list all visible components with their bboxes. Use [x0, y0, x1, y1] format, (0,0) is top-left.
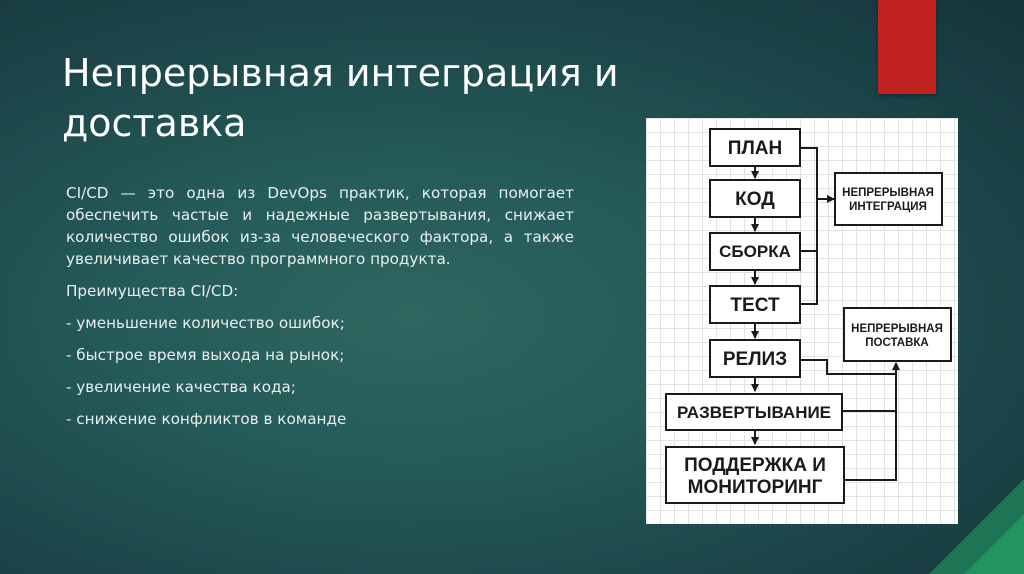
red-accent-bar	[878, 0, 936, 94]
advantage-item: - уменьшение количество ошибок;	[66, 314, 345, 332]
stage-label-support-2: МОНИТОРИНГ	[687, 477, 823, 498]
stage-label-plan: ПЛАН	[727, 138, 783, 159]
advantages-heading: Преимущества CI/CD:	[66, 282, 239, 300]
intro-paragraph: CI/CD — это одна из DevOps практик, которая помогает обеспечить частые и надежные развертывания, снижает количество ошибок из-за человеческого фактора, а также увеличивает качество программного продукта.	[66, 184, 574, 268]
stage-label-test: ТЕСТ	[730, 295, 780, 316]
advantage-item: - увеличение качества кода;	[66, 378, 296, 396]
stage-label-release: РЕЛИЗ	[722, 349, 788, 370]
advantage-item: - быстрое время выхода на рынок;	[66, 346, 345, 364]
stage-label-code: КОД	[735, 189, 775, 210]
stage-label-deploy: РАЗВЕРТЫВАНИЕ	[676, 403, 832, 422]
advantage-item: - снижение конфликтов в команде	[66, 410, 347, 428]
cd-label-2: ПОСТАВКА	[865, 337, 929, 349]
stage-label-build: СБОРКА	[719, 242, 791, 261]
ci-label-2: ИНТЕГРАЦИЯ	[849, 201, 927, 213]
corner-decoration-inner	[964, 514, 1024, 574]
cicd-diagram	[646, 118, 958, 524]
cd-label-1: НЕПРЕРЫВНАЯ	[851, 323, 943, 335]
ci-box	[835, 173, 942, 225]
cicd-flow-svg	[646, 118, 958, 524]
ci-label-1: НЕПРЕРЫВНАЯ	[842, 187, 934, 199]
stage-label-support-1: ПОДДЕРЖКА И	[684, 455, 826, 476]
slide-body	[66, 182, 574, 430]
slide-title: Непрерывная интеграция и доставка	[62, 51, 619, 145]
stage-boxes	[666, 129, 951, 503]
